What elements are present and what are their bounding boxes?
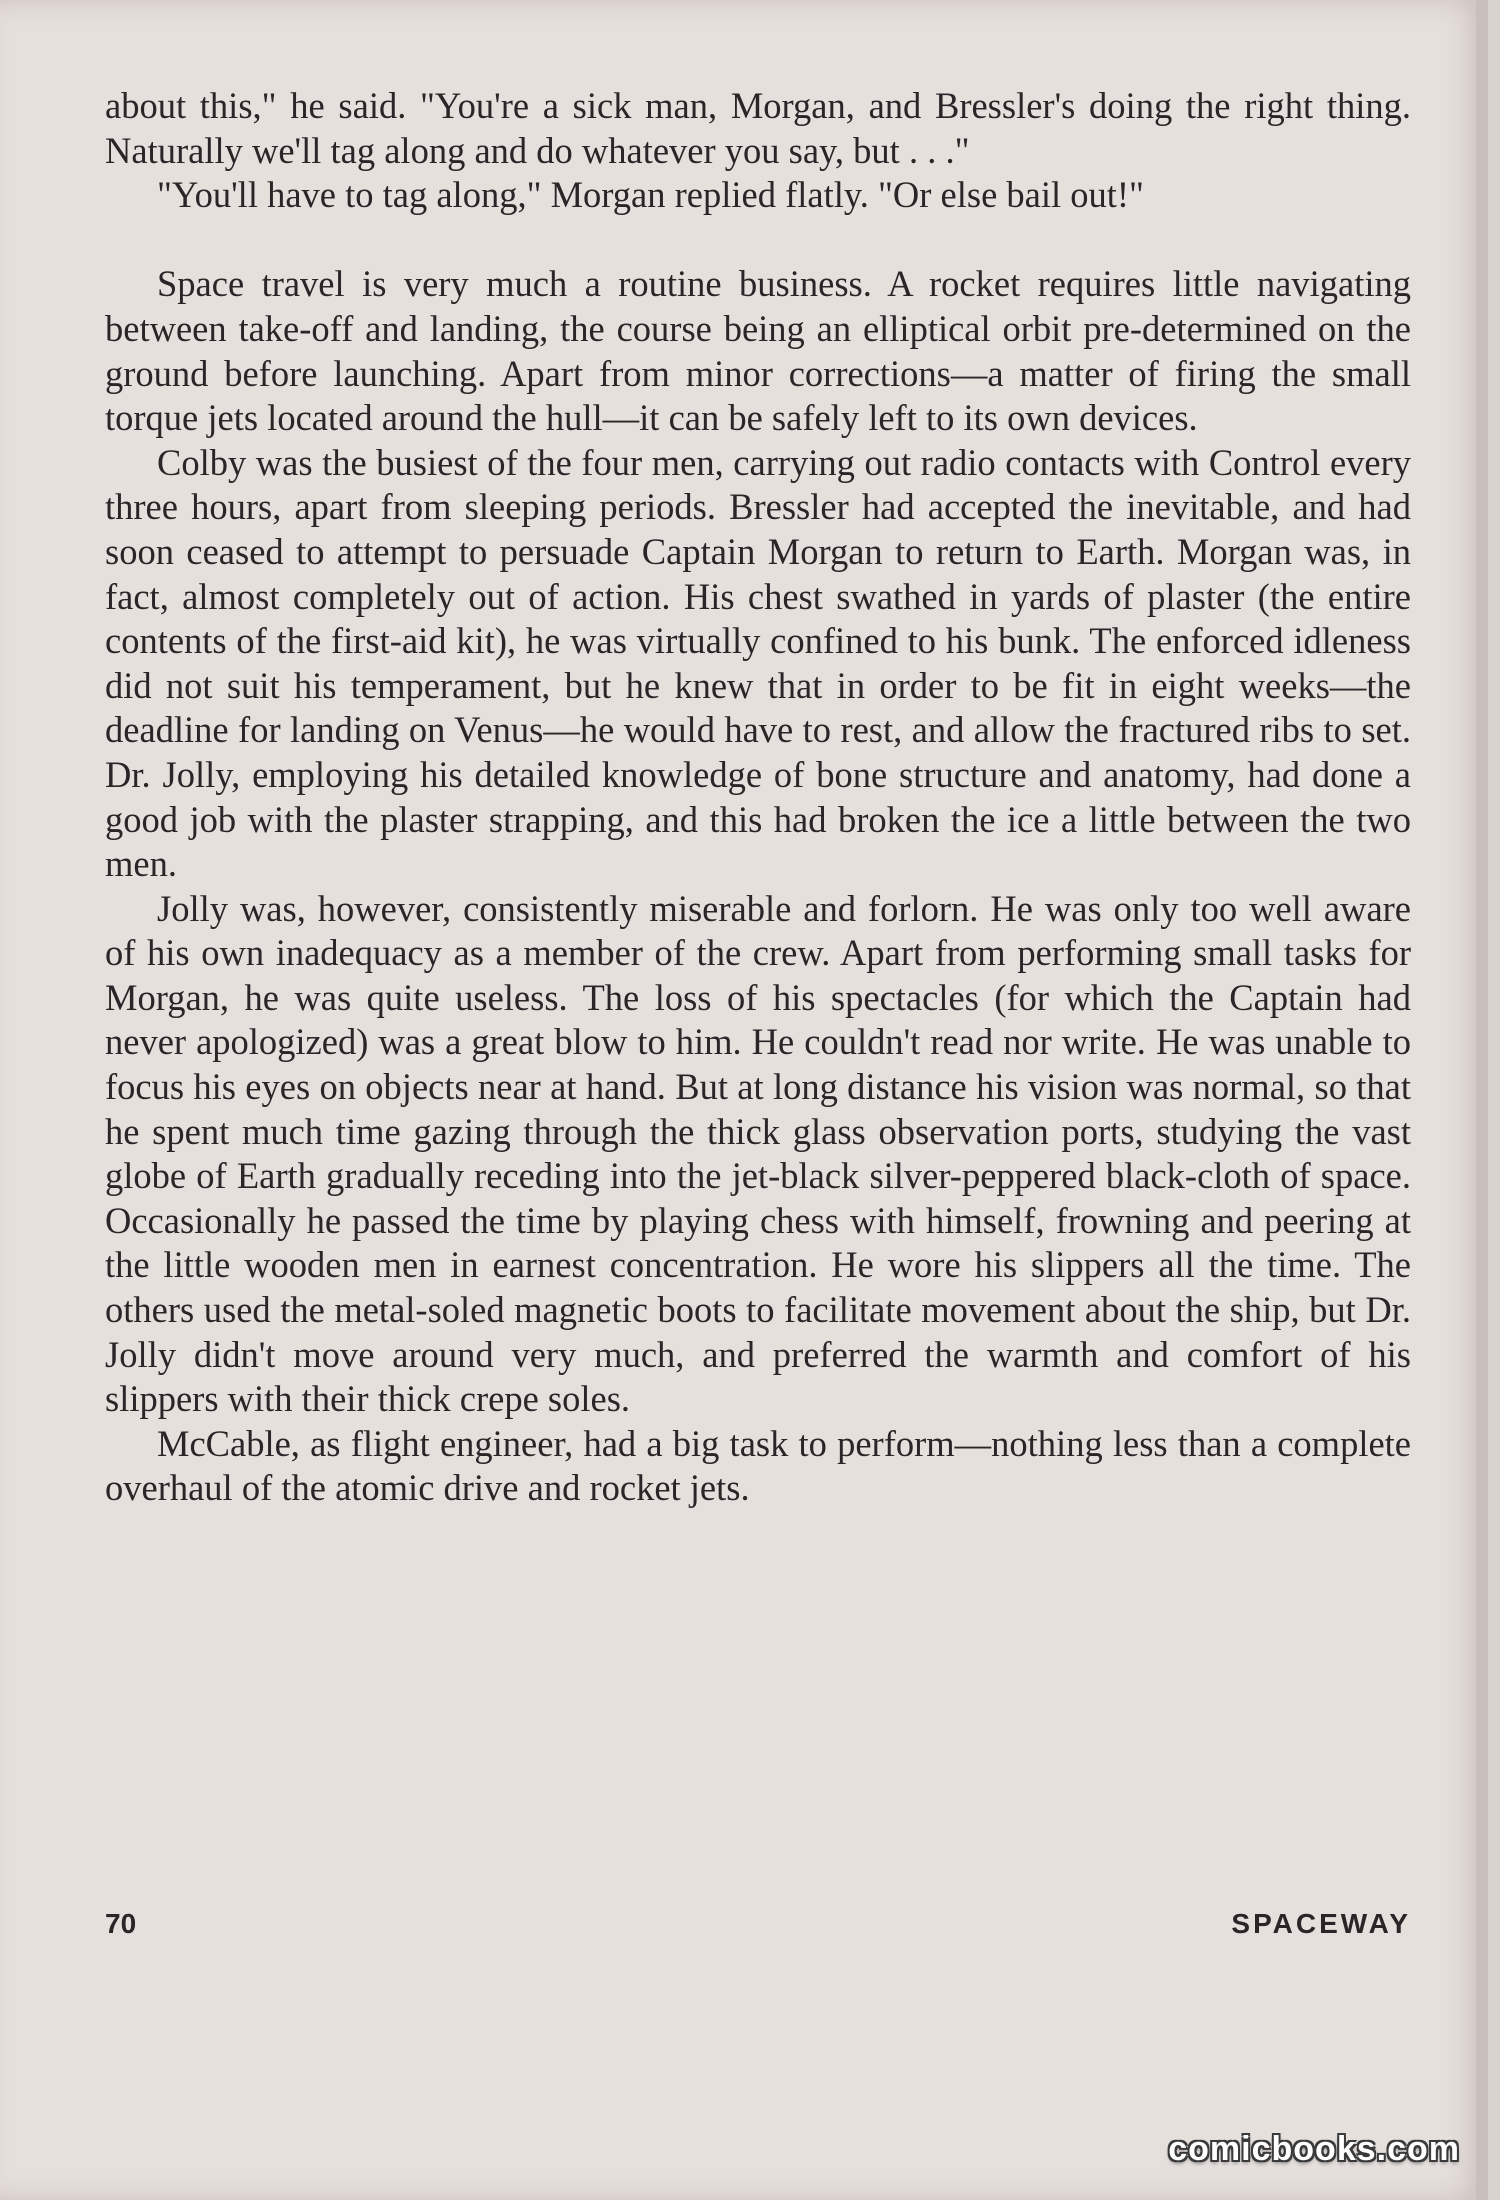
page-edge-shadow	[1476, 0, 1488, 2200]
paragraph-space-travel: Space travel is very much a routine business. A rocket requires little navigating between take-off and landing, the course being an elliptical orbit pre-determined on the ground before launching. Apart from minor corrections—a matter of firing the small torque jets located around the hull—it can be safely left to its own devices.	[105, 263, 1411, 439]
paragraph-jolly: Jolly was, however, consistently miserable and forlorn. He was only too well aware of his own inadequacy as a member of the crew. Apart from performing small tasks for Morgan, he was quite useless. The loss of his spectacles (for which the Captain had never apologized) was a great blow to him. He couldn't read nor write. He was unable to focus his eyes on objects near at hand. But at long distance his vision was normal, so that he spent much time gazing through the thick glass observation ports, studying the vast globe of Earth gradually receding into the jet-black silver-peppered black-cloth of space. Occasionally he passed the time by playing chess with himself, frowning and peering at the little wooden men in earnest concentration. He wore his slippers all the time. The others used the metal-soled magnetic boots to facilitate movement about the ship, but Dr. Jolly didn't move around very much, and preferred the warmth and comfort of his slippers with their thick crepe soles.	[105, 887, 1411, 1420]
paragraph-mccable: McCable, as flight engineer, had a big task to perform—nothing less than a complete overhaul of the atomic drive and rocket jets.	[105, 1422, 1411, 1509]
paragraph-continuation: about this," he said. "You're a sick man, Morgan, and Bressler's doing the right thing. Naturally we'll tag along and do whatever you say, but . . ."	[105, 85, 1411, 171]
body-text	[105, 84, 1411, 1511]
watermark-logo: comicbooks.com	[1168, 2130, 1460, 2168]
page-footer	[105, 1908, 1411, 1948]
page-number: 70	[105, 1908, 137, 1939]
running-title: SPACEWAY	[1231, 1908, 1411, 1939]
paragraph-colby: Colby was the busiest of the four men, carrying out radio contacts with Control every three hours, apart from sleeping periods. Bressler had accepted the inevitable, and had soon ceased to attempt to persuade Captain Morgan to return to Earth. Morgan was, in fact, almost completely out of action. His chest swathed in yards of plaster (the entire contents of the first-aid kit), he was virtually confined to his bunk. The enforced idleness did not suit his temperament, but he knew that in order to be fit in eight weeks—the deadline for landing on Venus—he would have to rest, and allow the fractured ribs to set. Dr. Jolly, employing his detailed knowledge of bone structure and anatomy, had done a good job with the plaster strapping, and this had broken the ice a little between the two men.	[105, 441, 1411, 885]
paragraph-dialogue: "You'll have to tag along," Morgan replied flatly. "Or else bail out!"	[157, 174, 1144, 216]
